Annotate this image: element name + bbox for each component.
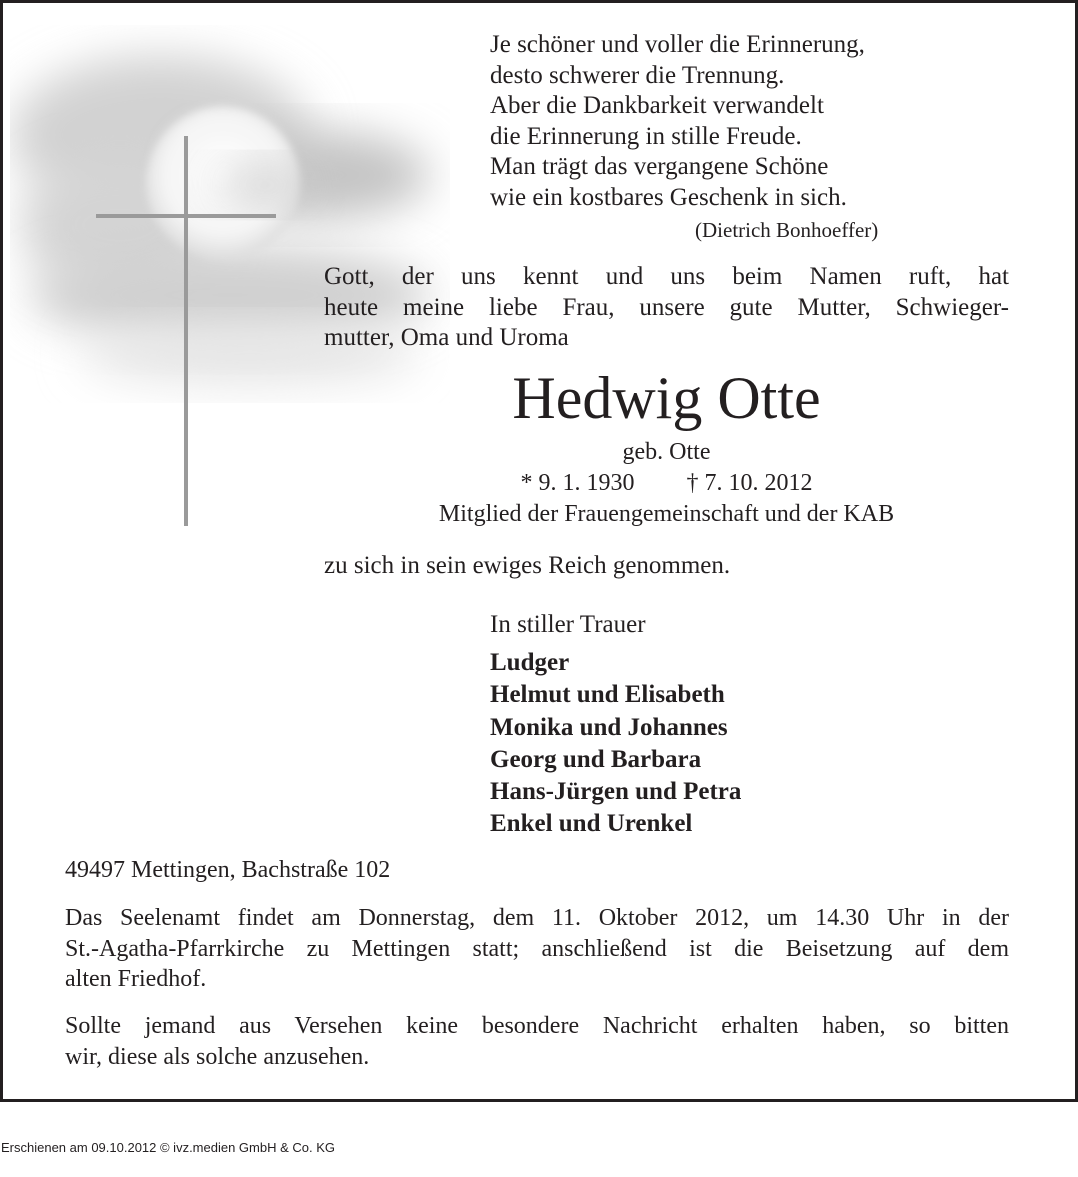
notice-line: Sollte jemand aus Versehen keine besondere Nachricht erhalten haben, so bitten xyxy=(65,1013,1009,1039)
intro-paragraph xyxy=(324,262,1009,354)
mourner: Hans-Jürgen und Petra xyxy=(490,778,742,806)
poem-line: Man trägt das vergangene Schöne xyxy=(490,153,829,180)
mourning-heading: In stiller Trauer xyxy=(490,611,646,638)
address xyxy=(65,855,1009,886)
mourners-list xyxy=(490,647,741,841)
service-line: alten Friedhof. xyxy=(65,966,207,992)
poem-line: wie ein kostbares Geschenk in sich. xyxy=(490,183,847,211)
intro-line: Gott, der uns kennt und uns beim Namen ruft, hat xyxy=(324,263,1009,290)
service-line: Das Seelenamt findet am Donnerstag, dem 11. Oktober 2012, um 14.30 Uhr in der xyxy=(65,905,1009,931)
intro-line: mutter, Oma und Uroma xyxy=(324,324,569,351)
mourner: Georg und Barbara xyxy=(490,745,702,773)
poem-line: Je schöner und voller die Erinnerung, xyxy=(490,31,865,58)
poem xyxy=(490,30,865,213)
death-date: † 7. 10. 2012 xyxy=(686,470,813,496)
mourner: Helmut und Elisabeth xyxy=(490,681,725,709)
closing-sentence xyxy=(324,551,1009,582)
address-line: 49497 Mettingen, Bachstraße 102 xyxy=(65,857,391,883)
mourner: Monika und Johannes xyxy=(490,713,728,741)
notice-paragraph xyxy=(65,1011,1009,1072)
service-line: St.-Agatha-Pfarrkirche zu Mettingen statt; anschließend ist die Beisetzung auf dem xyxy=(65,935,1009,962)
closing-line: zu sich in sein ewiges Reich genommen. xyxy=(324,552,731,579)
notice-line: wir, diese als solche anzusehen. xyxy=(65,1043,370,1070)
intro-line: heute meine liebe Frau, unsere gute Mutter, Schwieger- xyxy=(324,293,1009,321)
service-paragraph xyxy=(65,903,1009,995)
life-dates xyxy=(324,468,1009,498)
mourner: Enkel und Urenkel xyxy=(490,810,693,838)
poem-author: (Dietrich Bonhoeffer) xyxy=(695,218,879,242)
deceased-name: Hedwig Otte xyxy=(512,365,821,431)
poem-line: desto schwerer die Trennung. xyxy=(490,61,785,89)
mourner: Ludger xyxy=(490,649,570,676)
publication-footer: Erschienen am 09.10.2012 © ivz.medien GmbH & Co. KG xyxy=(1,1140,336,1155)
maiden-name: geb. Otte xyxy=(622,439,711,465)
poem-line: Aber die Dankbarkeit verwandelt xyxy=(490,92,824,119)
membership: Mitglied der Frauengemeinschaft und der KAB xyxy=(438,501,895,527)
birth-date: * 9. 1. 1930 xyxy=(520,470,635,496)
poem-line: die Erinnerung in stille Freude. xyxy=(490,122,802,150)
